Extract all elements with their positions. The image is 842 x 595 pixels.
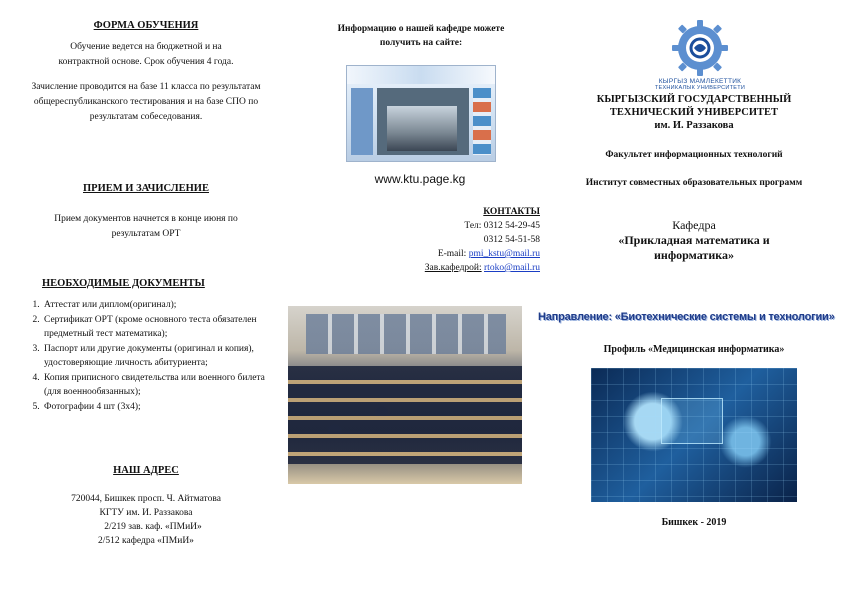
university-logo: [664, 14, 736, 86]
university-named-after: им. И. Раззакова: [654, 120, 734, 131]
address-title: НАШ АДРЕС: [113, 465, 179, 476]
phone-label: Тел:: [464, 221, 482, 231]
head-email-link[interactable]: rtoko@mail.ru: [484, 263, 540, 273]
logo-caption: [630, 78, 770, 92]
list-item: 5. Фотографии 4 шт (3х4);: [42, 400, 278, 415]
contacts-title: КОНТАКТЫ: [483, 207, 540, 217]
auditorium-photo: [288, 306, 522, 484]
gear-logo-icon: [664, 14, 736, 86]
faculty-name: Факультет информационных технологий: [605, 150, 783, 160]
phone-1: 0312 54-29-45: [483, 221, 540, 231]
site-info-text: Информацию о нашей кафедре можете получить на сайте:: [337, 24, 505, 48]
profile-name: Профиль «Медицинская информатика»: [603, 344, 785, 355]
form-paragraph-2: Зачисление проводится на базе 11 класса по результатам общереспубликанского тестирования и на базе СПО по результатам собеседования.: [31, 82, 261, 122]
admission-paragraph: Прием документов начнется в конце июня по результатам ОРТ: [54, 214, 238, 239]
list-item: 4. Копия приписного свидетельства или военного билета (для военнообязанных);: [42, 371, 278, 400]
website-screenshot-image: [346, 65, 496, 162]
admission-title: ПРИЕМ И ЗАЧИСЛЕНИЕ: [83, 183, 209, 194]
left-column: [26, 0, 266, 595]
head-label: Зав.кафедрой:: [424, 263, 482, 273]
university-name: КЫРГЫЗСКИЙ ГОСУДАРСТВЕННЫЙ ТЕХНИЧЕСКИЙ УНИВЕРСИТЕТ: [596, 94, 792, 118]
city-year: Бишкек - 2019: [661, 517, 727, 528]
address-line: 720044, Бишкек просп. Ч. Айтматова: [71, 494, 221, 504]
phone-2: 0312 54-51-58: [483, 235, 540, 245]
medical-informatics-image: [591, 368, 797, 502]
email-label: E-mail:: [437, 249, 467, 259]
address-line: КГТУ им. И. Раззакова: [99, 508, 193, 518]
phone-line: [380, 219, 540, 233]
form-paragraph-1: Обучение ведется на бюджетной и на контрактной основе. Срок обучения 4 года.: [58, 42, 234, 67]
site-url[interactable]: www.ktu.page.kg: [374, 172, 466, 186]
form-title: ФОРМА ОБУЧЕНИЯ: [93, 20, 199, 31]
address-block: [26, 492, 266, 548]
address-line: 2/512 кафедра «ПМиИ»: [98, 536, 194, 546]
docs-list: [28, 298, 278, 414]
department-name: «Прикладная математика и информатика»: [618, 233, 770, 262]
department-label: Кафедра: [672, 218, 716, 232]
email-link[interactable]: pmi_kstu@mail.ru: [468, 249, 540, 259]
direction-heading: Направление: «Биотехнические системы и технологии»: [538, 311, 835, 323]
docs-title: НЕОБХОДИМЫЕ ДОКУМЕНТЫ: [42, 278, 205, 289]
address-line: 2/219 зав. каф. «ПМиИ»: [104, 522, 202, 532]
email-line: [380, 247, 540, 261]
list-item: 3. Паспорт или другие документы (оригинал и копия), удостоверяющие личность абитуриента;: [42, 342, 278, 371]
institute-name: Институт совместных образовательных программ: [585, 178, 803, 188]
contacts-block: [380, 205, 540, 275]
list-item: 2. Сертификат ОРТ (кроме основного теста обязателен предметный тест математика);: [42, 313, 278, 342]
list-item: 1. Аттестат или диплом(оригинал);: [42, 298, 278, 313]
head-email-line: [380, 261, 540, 275]
university-title: [572, 93, 816, 132]
logo-caption-line: КЫРГЫЗ МАМЛЕКЕТТИК: [658, 78, 742, 85]
logo-caption-line: ТЕХНИКАЛЫК УНИВЕРСИТЕТИ: [654, 85, 746, 91]
